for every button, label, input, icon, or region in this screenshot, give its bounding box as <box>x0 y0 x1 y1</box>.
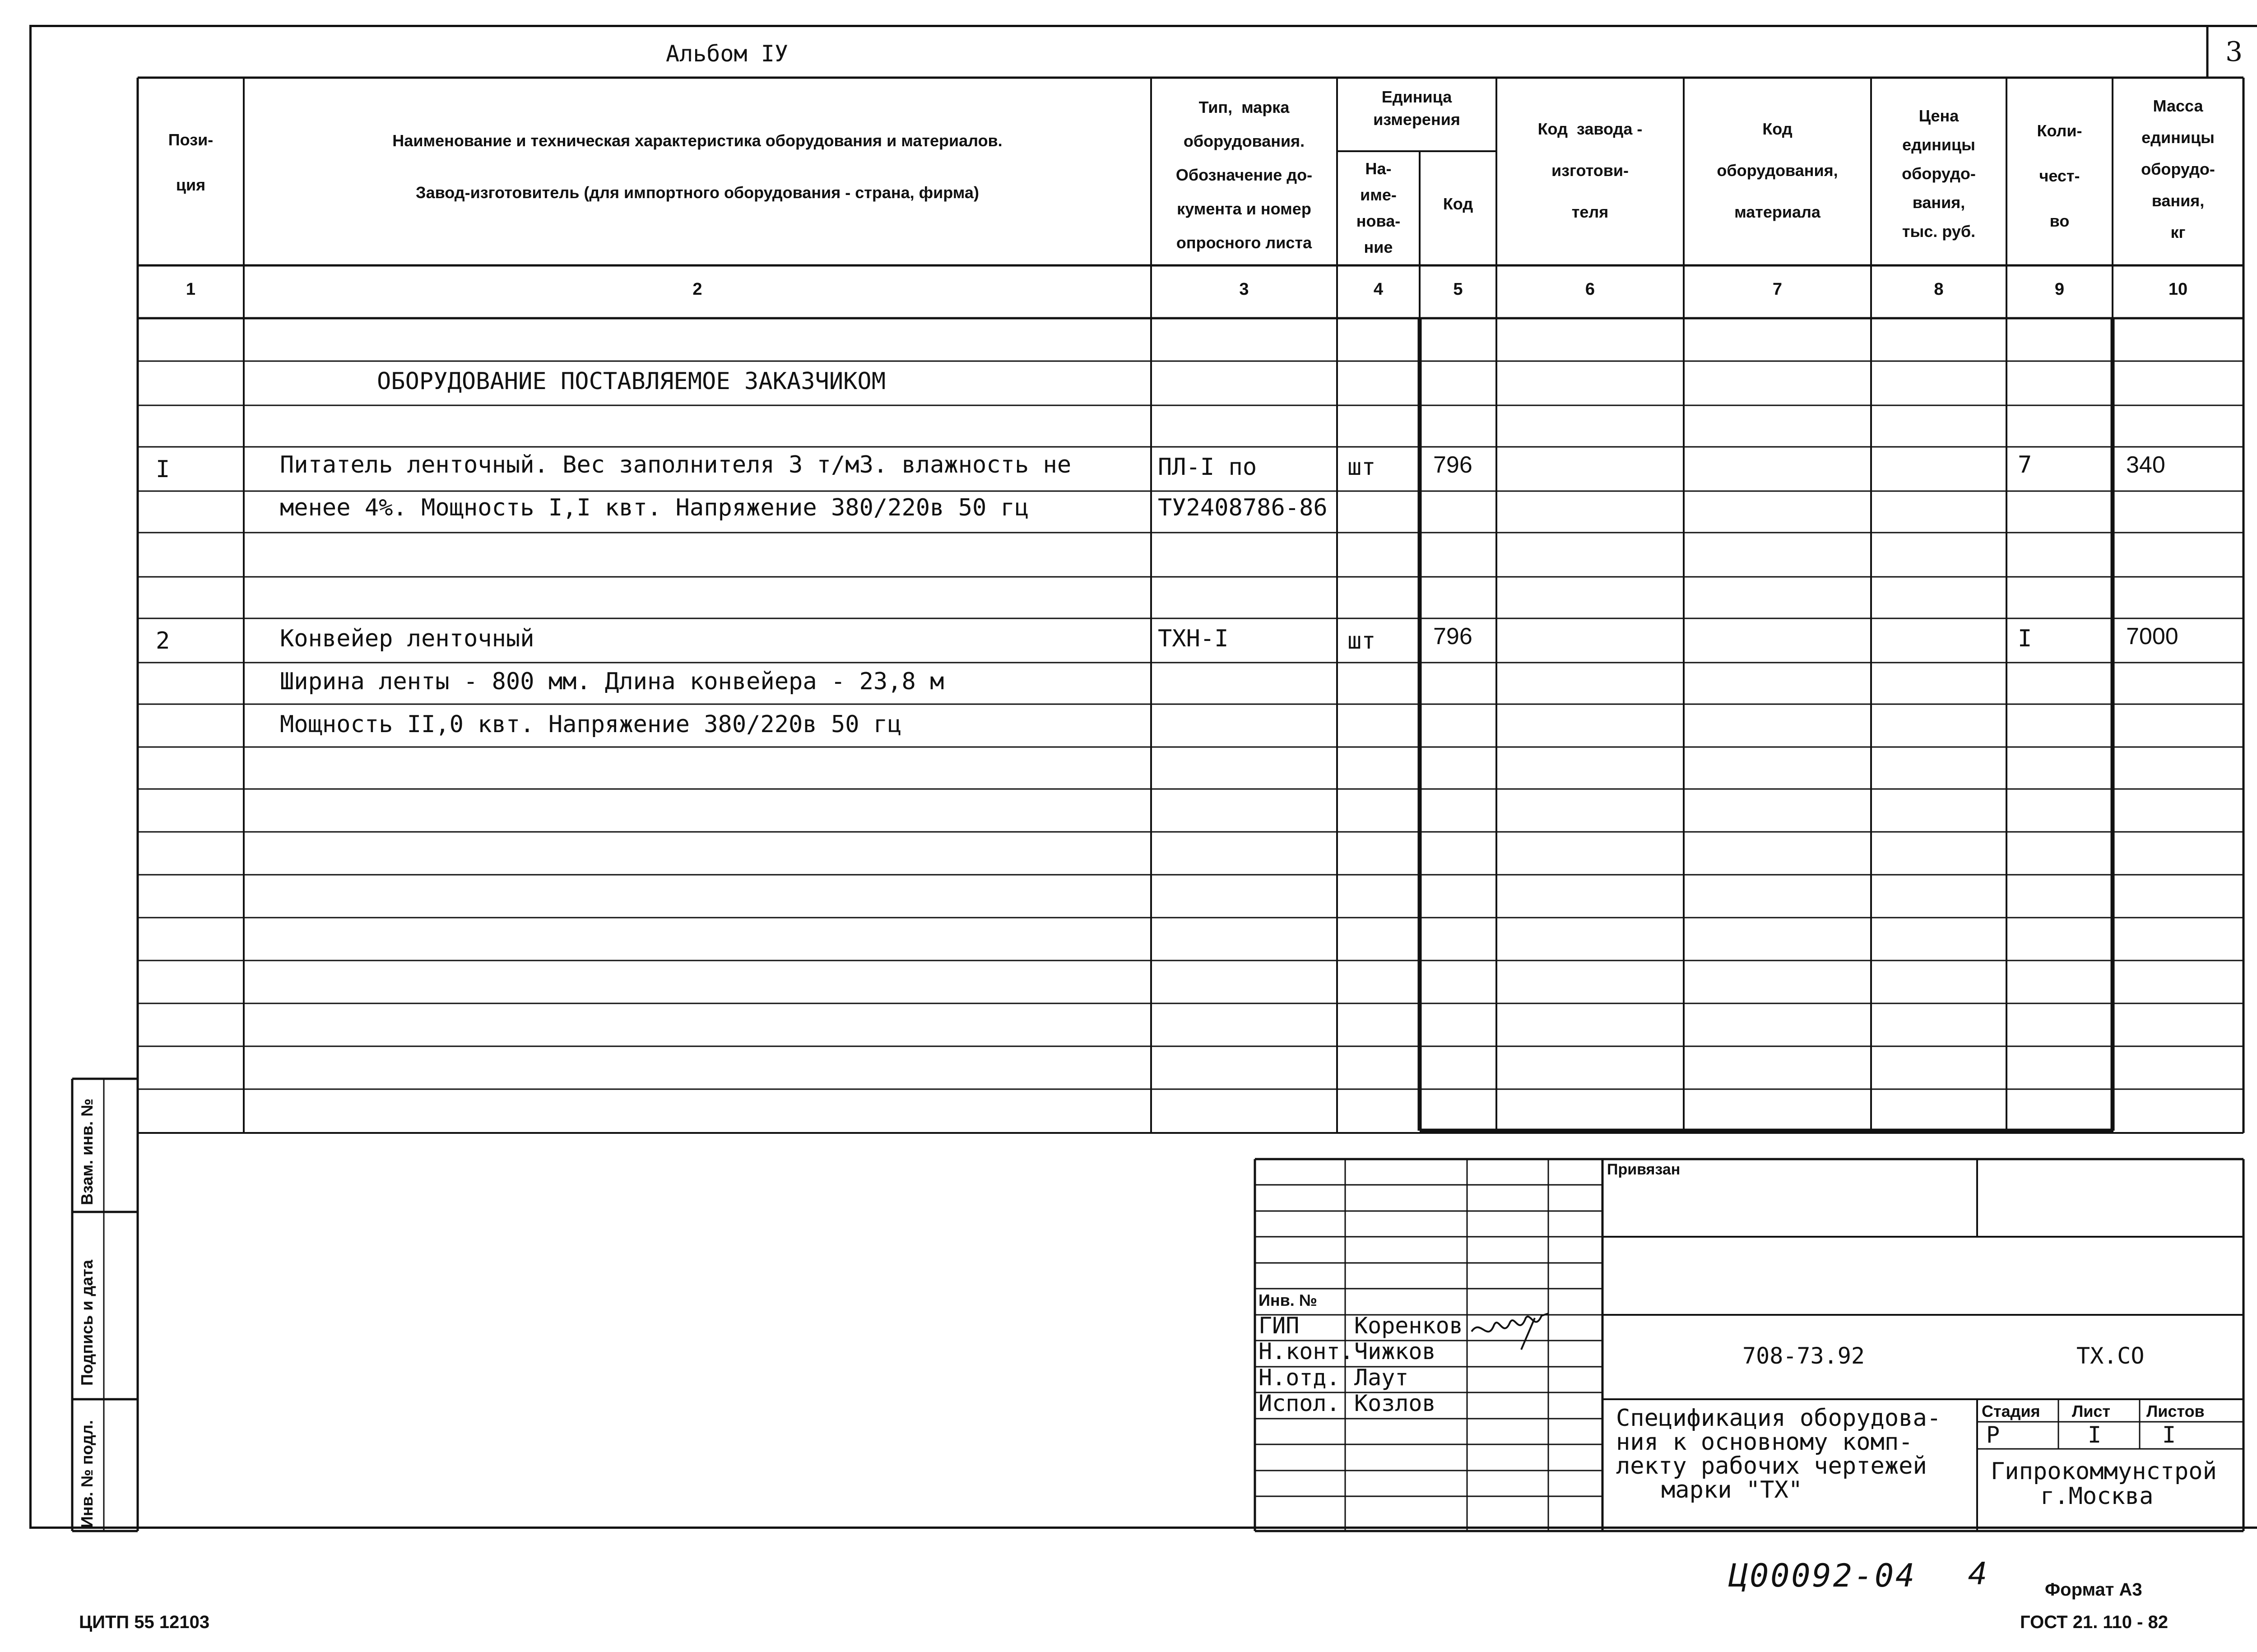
document-number: 708-73.92 <box>1742 1343 1865 1369</box>
item-type-line: ТУ2408786-86 <box>1158 494 1328 521</box>
organization-line: г.Москва <box>2040 1483 2154 1510</box>
col-number: 2 <box>692 280 702 299</box>
item-unit: шт <box>1347 454 1376 481</box>
stamp-signature-date: Подпись и дата <box>78 1260 96 1386</box>
name-gip: Коренков <box>1354 1313 1463 1339</box>
organization-line: Гипрокоммунстрой <box>1991 1458 2217 1485</box>
col-number: 1 <box>186 280 196 299</box>
col-header-name: Наименование и техническая характеристика оборудования и материалов. <box>392 131 1003 150</box>
description-line: лекту рабочих чертежей <box>1616 1452 1927 1480</box>
col-header-unit-group: Единица измерения <box>1373 88 1460 129</box>
stamp-replace-inv: Взам. инв. № <box>78 1098 96 1205</box>
item-type-line: ПЛ-I по <box>1158 454 1257 481</box>
col-header-unit-name: На- име- нова- ние <box>1356 159 1401 256</box>
role-gip: ГИП <box>1259 1313 1300 1339</box>
item-unit-code: 796 <box>1433 452 1472 478</box>
item-position: I <box>156 456 170 483</box>
item-name-line: Питатель ленточный. Вес заполнителя 3 т/м3. влажность не <box>280 451 1072 478</box>
col-header-price: Цена единицы оборудо- вания, тыс. руб. <box>1902 107 1976 241</box>
description-line: ния к основному комп- <box>1616 1429 1913 1456</box>
stage-label: Стадия <box>1982 1402 2040 1420</box>
item-name-line: Конвейер ленточный <box>280 625 534 652</box>
col-header-mass: Масса единицы оборудо- вания, кг <box>2141 97 2215 241</box>
sheets-label: Листов <box>2146 1402 2205 1420</box>
col-header-position: Пози- ция <box>168 130 214 194</box>
item-quantity: 7 <box>2018 451 2032 478</box>
stamp-original-inv: Инв. № подл. <box>78 1420 96 1528</box>
name-ispol: Козлов <box>1354 1390 1436 1416</box>
role-n-otd: Н.отд. <box>1259 1364 1340 1391</box>
col-header-quantity: Коли- чест- во <box>2037 121 2082 230</box>
privyazan-label: Привязан <box>1607 1161 1681 1178</box>
col-number: 7 <box>1772 280 1783 299</box>
item-unit: шт <box>1347 627 1376 654</box>
item-name-line: Мощность II,0 квт. Напряжение 380/220в 50 гц <box>280 711 902 738</box>
col-header-type: Тип, марка оборудования. Обозначение до- кумента и номер опросного листа <box>1175 98 1313 252</box>
item-name-line: Ширина ленты - 800 мм. Длина конвейера - 23,8 м <box>280 668 944 695</box>
stage-value: Р <box>1986 1422 2000 1448</box>
handwritten-number: 4 <box>1968 1555 1987 1592</box>
col-header-equipment-code: Код оборудования, материала <box>1717 120 1838 221</box>
footer-left-code: ЦИТП 55 12103 <box>79 1612 210 1632</box>
sheet-value: I <box>2088 1422 2102 1448</box>
name-n-kont: Чижков <box>1354 1338 1436 1364</box>
col-number: 9 <box>2054 280 2065 299</box>
item-type-line: ТХН-I <box>1158 625 1229 652</box>
description-line: Спецификация оборудова- <box>1616 1405 1941 1432</box>
sheet-label: Лист <box>2072 1402 2111 1420</box>
handwritten-code: Ц00092-04 <box>1729 1557 1917 1594</box>
name-n-otd: Лаут <box>1354 1364 1409 1391</box>
col-number: 10 <box>2168 280 2188 299</box>
album-title: Альбом IУ <box>666 41 788 67</box>
inv-number-label: Инв. № <box>1259 1291 1317 1309</box>
item-position: 2 <box>156 627 170 654</box>
gost-label: ГОСТ 21. 110 - 82 <box>2020 1612 2168 1632</box>
item-mass: 340 <box>2126 452 2165 478</box>
role-ispol: Испол. <box>1259 1390 1340 1416</box>
sheets-value: I <box>2162 1422 2176 1448</box>
document-mark: ТХ.СО <box>2076 1343 2145 1369</box>
col-number: 5 <box>1453 280 1463 299</box>
format-label: Формат А3 <box>2045 1580 2142 1600</box>
col-header-factory-code: Код завода - изготови- теля <box>1537 120 1643 221</box>
col-number: 3 <box>1239 280 1249 299</box>
col-number: 8 <box>1934 280 1944 299</box>
role-n-kont: Н.конт. <box>1259 1338 1354 1364</box>
description-line: марки "ТХ" <box>1661 1476 1803 1504</box>
col-header-manufacturer: Завод-изготовитель (для импортного оборудования - страна, фирма) <box>416 183 979 202</box>
signature <box>1467 1300 1557 1354</box>
item-unit-code: 796 <box>1433 623 1472 650</box>
col-header-unit-code: Код <box>1443 195 1473 213</box>
col-number: 6 <box>1585 280 1595 299</box>
col-number: 4 <box>1373 280 1384 299</box>
section-title: ОБОРУДОВАНИЕ ПОСТАВЛЯЕМОЕ ЗАКАЗЧИКОМ <box>377 368 886 395</box>
item-name-line: менее 4%. Мощность I,I квт. Напряжение 380/220в 50 гц <box>280 494 1029 521</box>
item-mass: 7000 <box>2126 623 2178 650</box>
item-quantity: I <box>2018 625 2032 652</box>
sheet-mark: 3 <box>2225 36 2243 68</box>
